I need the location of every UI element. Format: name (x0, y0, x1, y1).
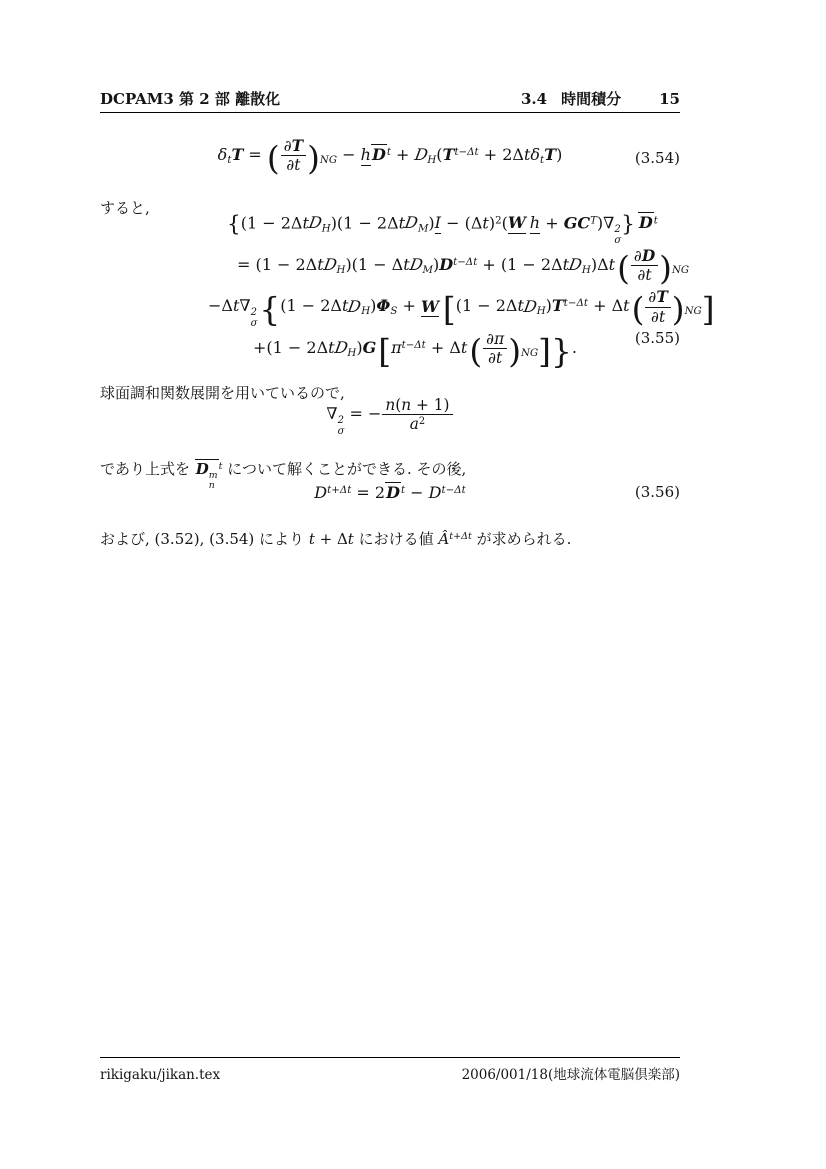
running-head-left: DCPAM3 第 2 部 離散化 (100, 90, 281, 108)
equation-3-55-lines (208, 212, 715, 372)
equation-3-56-body: $D^{t+\Delta t} = 2D^t - D^{t-\Delta t}$ (314, 482, 466, 502)
equation-3-55 (100, 212, 715, 372)
section-title: 時間積分 (561, 90, 622, 108)
page-number: 15 (659, 90, 680, 108)
footer-file-path: rikigaku/jikan.tex (100, 1067, 221, 1083)
equation-number-3-54: (3.54) (634, 149, 680, 167)
paragraph-obtain-a: および, (3.52), (3.54) により t + Δt における値 $Â^{t+\Delta t}$ が求められる. (100, 529, 572, 548)
paragraph-suruto: すると, (100, 199, 150, 217)
paragraph-solve-d: であり上式を D m n $^t$ について解くことができる. その後, (100, 459, 467, 491)
running-head (100, 88, 680, 109)
equation-number-3-56: (3.56) (634, 483, 680, 501)
footer-date-credit: 2006/001/18(地球流体電脳倶楽部) (461, 1067, 680, 1083)
equation-3-55-line-1: {$(1 - 2\Delta tDH)(1 - 2\Delta tDM)I - (\Delta t)^2(W$ $h + GC^T)\nabla$ 2 σ } $D^t$ (227, 212, 658, 247)
header-rule (100, 112, 680, 113)
equation-nabla-body: ∇ 2 σ = − $\frac{n(n + 1)}{a^2}$ (326, 396, 453, 437)
equation-3-54-body: δtT = ( $\frac{\partial T}{\partial t}$ )$NG - hD^t + DH(T^{t-\Delta t} + 2\Delta t\delta tT)$ (217, 137, 563, 178)
running-head-right (521, 88, 680, 109)
paragraph-spherical-harmonics: 球面調和関数展開を用いているので, (100, 384, 345, 402)
equation-3-55-line-2: = $(1 - 2\Delta tDH)(1 - \Delta tDM)D^{t-\Delta t} + (1 - 2\Delta tDH)\Delta t$( $\frac{\partial D}{\partial t}$ )NG (237, 246, 690, 288)
footer-rule (100, 1057, 680, 1058)
equation-3-56 (100, 477, 680, 507)
equation-nabla (100, 394, 680, 440)
equation-3-55-line-3: −Δt∇ 2 σ {(1 − 2ΔtDH)ΦS + W [$(1 - 2\Delta tDH)T^{t-\Delta t} + \Delta t$( $\frac{\partial T}{\partial t}$ )NG] (208, 288, 715, 330)
equation-3-54 (100, 128, 680, 188)
section-number: 3.4 (521, 90, 548, 108)
footer (100, 1063, 680, 1083)
equation-3-55-line-4: $+(1 - 2\Delta tDH)G[\pi^{t-\Delta t} + \Delta t$( $\frac{\partial\pi}{\partial t}$ )NG]}. (253, 330, 577, 371)
equation-number-3-55: (3.55) (634, 329, 680, 347)
